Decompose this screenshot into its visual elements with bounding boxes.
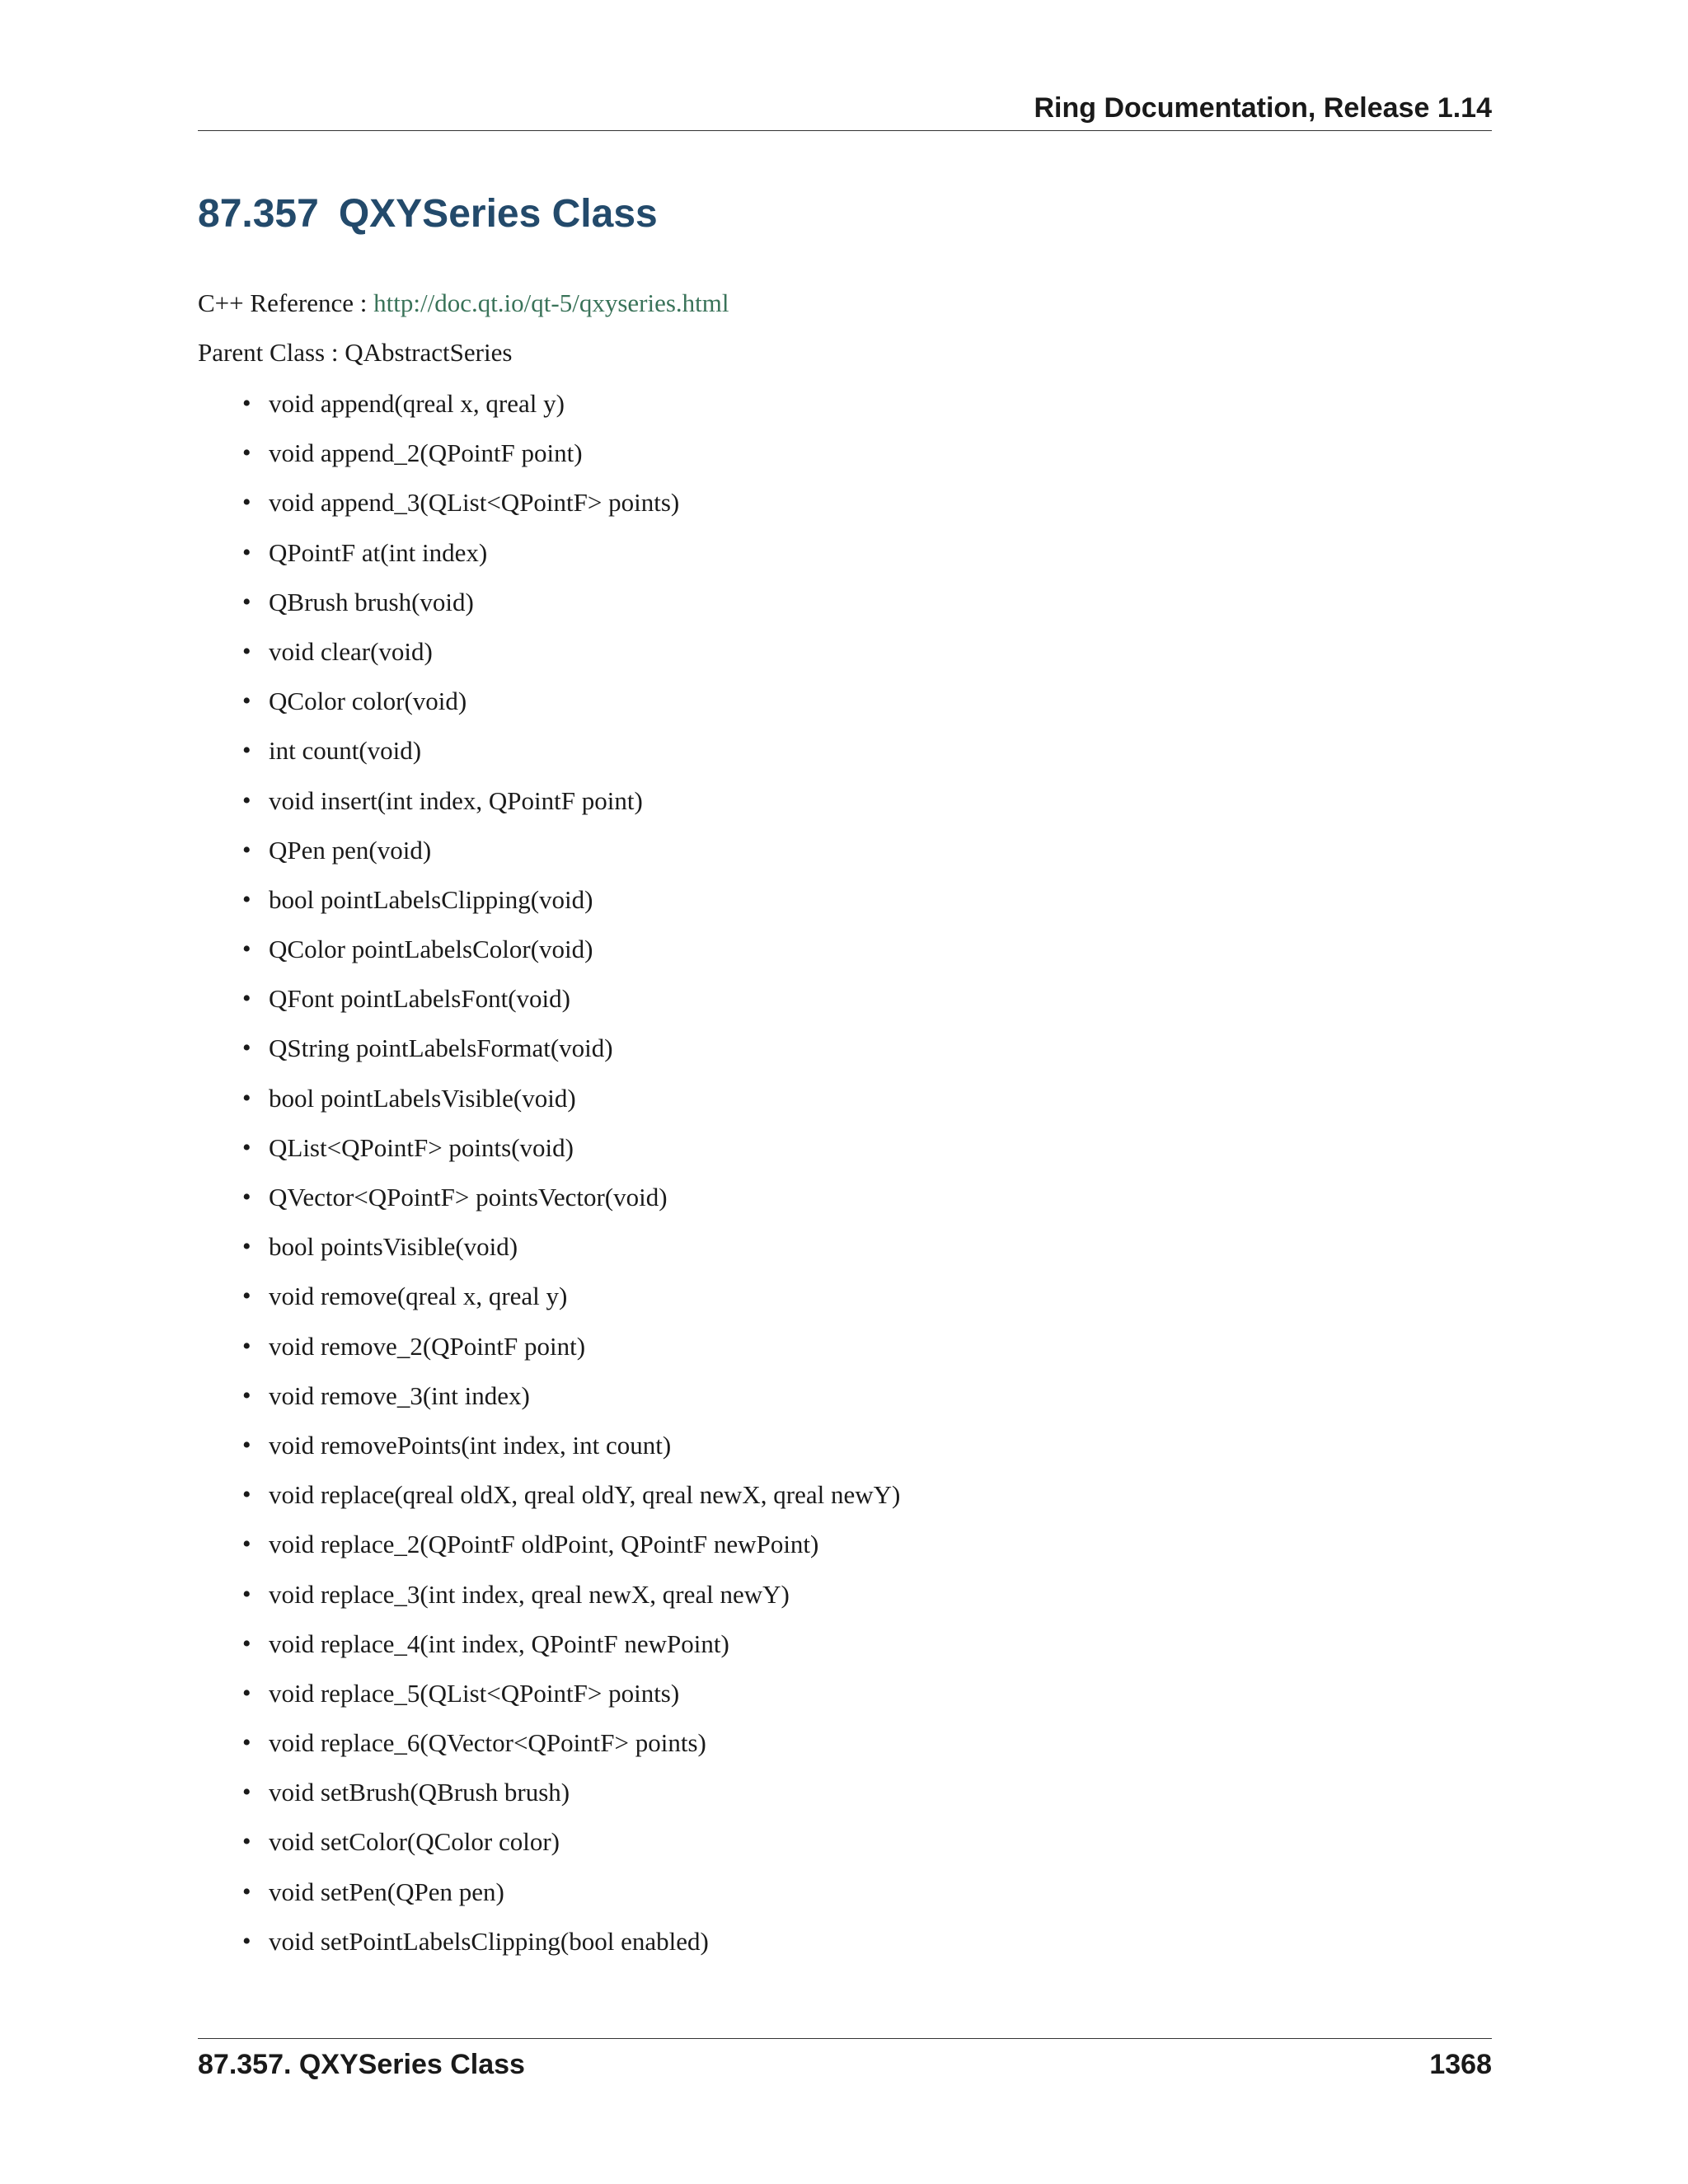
method-item [198,1773,900,1822]
bullet-icon: • [242,1282,251,1310]
document-page [198,0,1492,2184]
method-item [198,880,900,930]
bullet-icon: • [242,687,251,715]
method-signature: void remove_2(QPointF point) [269,1331,586,1361]
method-signature: QString pointLabelsFormat(void) [269,1033,613,1063]
bullet-icon: • [242,1233,251,1261]
bullet-icon: • [242,1133,251,1161]
cpp-reference-link[interactable]: http://doc.qt.io/qt-5/qxyseries.html [373,288,729,317]
method-item [198,930,900,979]
method-signature: QFont pointLabelsFont(void) [269,984,570,1014]
method-item [198,1475,900,1525]
method-signature: void append_3(QList<QPointF> points) [269,488,680,518]
method-item [198,1327,900,1376]
bullet-icon: • [242,1332,251,1360]
bullet-icon: • [242,836,251,864]
method-item [198,1426,900,1475]
method-signature: bool pointsVisible(void) [269,1232,518,1262]
bullet-icon: • [242,1828,251,1856]
method-signature: void removePoints(int index, int count) [269,1430,672,1460]
method-signature: QVector<QPointF> pointsVector(void) [269,1183,668,1212]
method-item [198,831,900,880]
method-item [198,1525,900,1574]
bullet-icon: • [242,1530,251,1558]
method-item [198,1674,900,1723]
method-signature: void replace_3(int index, qreal newX, qreal newY) [269,1579,790,1609]
bullet-icon: • [242,1481,251,1509]
bullet-icon: • [242,935,251,963]
method-item [198,731,900,780]
bullet-icon: • [242,1381,251,1409]
method-signature: void setPointLabelsClipping(bool enabled) [269,1926,709,1956]
method-item [198,1227,900,1277]
method-signature: QColor color(void) [269,687,467,716]
method-signature: void replace_5(QList<QPointF> points) [269,1678,680,1708]
method-item [198,583,900,632]
method-signature: QPointF at(int index) [269,537,488,567]
method-item [198,483,900,532]
method-signature: void remove(qreal x, qreal y) [269,1282,568,1311]
method-signature: void setBrush(QBrush brush) [269,1778,570,1807]
method-signature: void remove_3(int index) [269,1380,530,1410]
bullet-icon: • [242,985,251,1013]
method-item [198,1922,900,1971]
method-item [198,1822,900,1872]
method-signature: QBrush brush(void) [269,587,474,616]
method-item [198,533,900,583]
method-item [198,632,900,682]
method-item [198,1178,900,1227]
bullet-icon: • [242,1629,251,1657]
bullet-icon: • [242,439,251,467]
bullet-icon: • [242,1431,251,1459]
parent-class: Parent Class : QAbstractSeries [198,338,513,367]
bullet-icon: • [242,1927,251,1955]
method-signature: QColor pointLabelsColor(void) [269,935,593,964]
method-item [198,979,900,1029]
bullet-icon: • [242,1084,251,1112]
method-signature: int count(void) [269,736,422,766]
method-signature: void setPen(QPen pen) [269,1877,504,1906]
method-signature: void replace_4(int index, QPointF newPoint) [269,1629,729,1658]
bullet-icon: • [242,1679,251,1707]
method-item [198,1277,900,1326]
method-signature: void append(qreal x, qreal y) [269,389,565,418]
section-title [198,191,658,237]
cpp-reference-label: C++ Reference : [198,288,374,317]
footer-rule [198,2038,1492,2039]
method-item [198,1723,900,1773]
footer-section: 87.357. QXYSeries Class [198,2049,525,2080]
bullet-icon: • [242,737,251,765]
bullet-icon: • [242,489,251,517]
method-signature: void append_2(QPointF point) [269,438,583,468]
method-list [198,384,900,1971]
bullet-icon: • [242,1034,251,1062]
bullet-icon: • [242,538,251,566]
method-item [198,1575,900,1624]
running-header: Ring Documentation, Release 1.14 [1034,92,1492,124]
method-item [198,682,900,731]
method-signature: void setColor(QColor color) [269,1827,560,1857]
bullet-icon: • [242,1580,251,1608]
method-item [198,1872,900,1922]
method-signature: void replace_6(QVector<QPointF> points) [269,1728,706,1758]
method-signature: void clear(void) [269,636,433,666]
method-signature: void replace_2(QPointF oldPoint, QPointF newPoint) [269,1530,819,1559]
bullet-icon: • [242,637,251,665]
bullet-icon: • [242,1877,251,1905]
method-item [198,781,900,831]
bullet-icon: • [242,1729,251,1757]
bullet-icon: • [242,390,251,417]
section-number: 87.357 [198,192,319,236]
method-item [198,1029,900,1078]
method-item [198,1624,900,1674]
bullet-icon: • [242,1183,251,1211]
header-rule [198,130,1492,131]
method-signature: QList<QPointF> points(void) [269,1132,574,1162]
bullet-icon: • [242,588,251,616]
cpp-reference [198,288,729,318]
method-signature: void insert(int index, QPointF point) [269,785,643,815]
page-number: 1368 [1429,2049,1492,2080]
method-item [198,434,900,483]
method-signature: void replace(qreal oldX, qreal oldY, qreal newX, qreal newY) [269,1480,901,1510]
method-signature: bool pointLabelsVisible(void) [269,1083,576,1113]
section-name: QXYSeries Class [338,192,658,236]
bullet-icon: • [242,1779,251,1807]
method-item [198,1128,900,1178]
method-item [198,1079,900,1128]
method-signature: QPen pen(void) [269,835,432,865]
method-item [198,1376,900,1426]
bullet-icon: • [242,786,251,814]
method-signature: bool pointLabelsClipping(void) [269,884,593,914]
bullet-icon: • [242,885,251,913]
method-item [198,384,900,434]
